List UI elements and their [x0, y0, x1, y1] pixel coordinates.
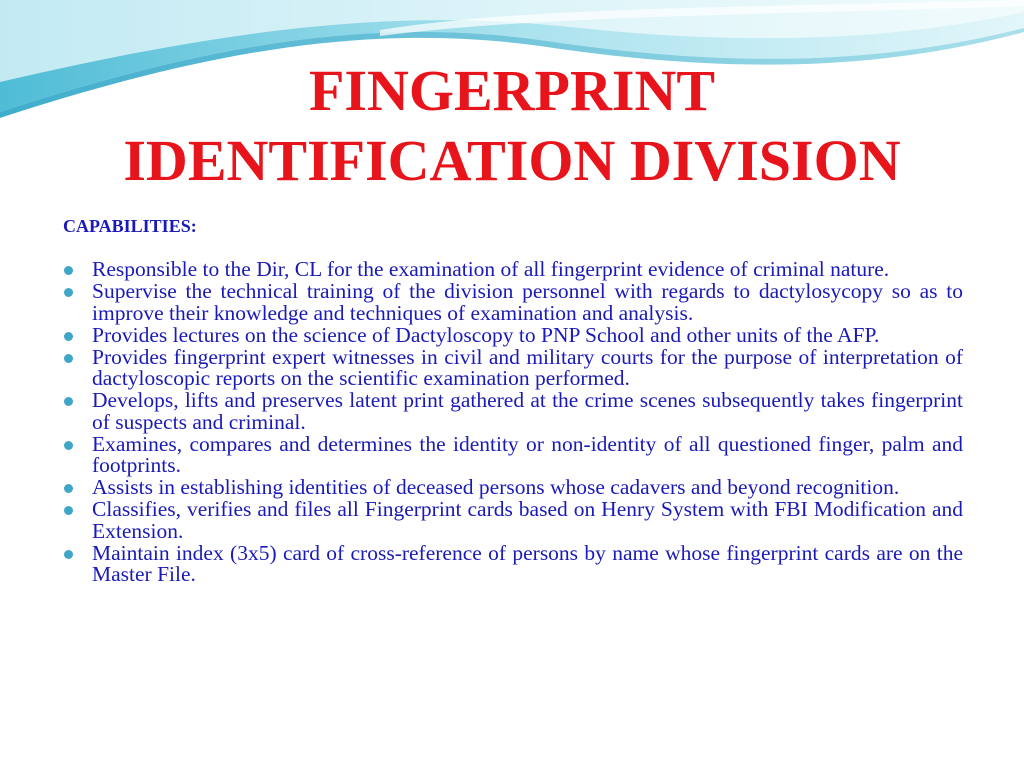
- list-item: [62, 281, 963, 324]
- list-item: [62, 390, 963, 433]
- bullet-icon: [64, 441, 73, 450]
- slide-title: [40, 56, 984, 196]
- list-item-text: Examines, compares and determines the identity or non-identity of all questioned finger, palm and footprints.: [92, 431, 963, 477]
- list-item: [62, 431, 963, 477]
- bullet-icon: [64, 550, 73, 559]
- capabilities-heading: CAPABILITIES:: [63, 216, 197, 236]
- list-item-text: Responsible to the Dir, CL for the examination of all fingerprint evidence of criminal nature.: [92, 257, 890, 281]
- list-item-text: Maintain index (3x5) card of cross-reference of persons by name whose fingerprint cards are on the Master File.: [92, 540, 963, 586]
- bullet-icon: [64, 484, 73, 493]
- list-item-text: Develops, lifts and preserves latent print gathered at the crime scenes subsequently takes fingerprint of suspects and criminal.: [92, 388, 963, 434]
- bullet-icon: [64, 397, 73, 406]
- list-item: [62, 477, 963, 499]
- list-item-text: Classifies, verifies and files all Fingerprint cards based on Henry System with FBI Modification and Extension.: [92, 497, 963, 543]
- bullet-icon: [64, 288, 73, 297]
- bullet-icon: [64, 332, 73, 341]
- list-item: [62, 540, 963, 586]
- list-item: [62, 259, 963, 281]
- bullet-icon: [64, 266, 73, 275]
- list-item: [62, 499, 963, 542]
- list-item: [62, 344, 963, 390]
- list-item: [62, 322, 963, 347]
- bullet-icon: [64, 506, 73, 515]
- list-item-text: Provides lectures on the science of Dactyloscopy to PNP School and other units of the AFP.: [92, 322, 880, 347]
- bullet-icon: [64, 354, 73, 363]
- slide-title-line2: IDENTIFICATION DIVISION: [123, 128, 901, 193]
- list-item-text: Provides fingerprint expert witnesses in civil and military courts for the purpose of interpretation of dactyloscopic reports on the scientific examination performed.: [92, 344, 963, 390]
- list-item-text: Supervise the technical training of the division personnel with regards to dactylosycopy so as to improve their knowledge and techniques of examination and analysis.: [92, 279, 963, 325]
- list-item-text: Assists in establishing identities of deceased persons whose cadavers and beyond recognition.: [92, 475, 900, 499]
- capabilities-list: [62, 259, 963, 586]
- slide-title-line1: FINGERPRINT: [308, 58, 716, 123]
